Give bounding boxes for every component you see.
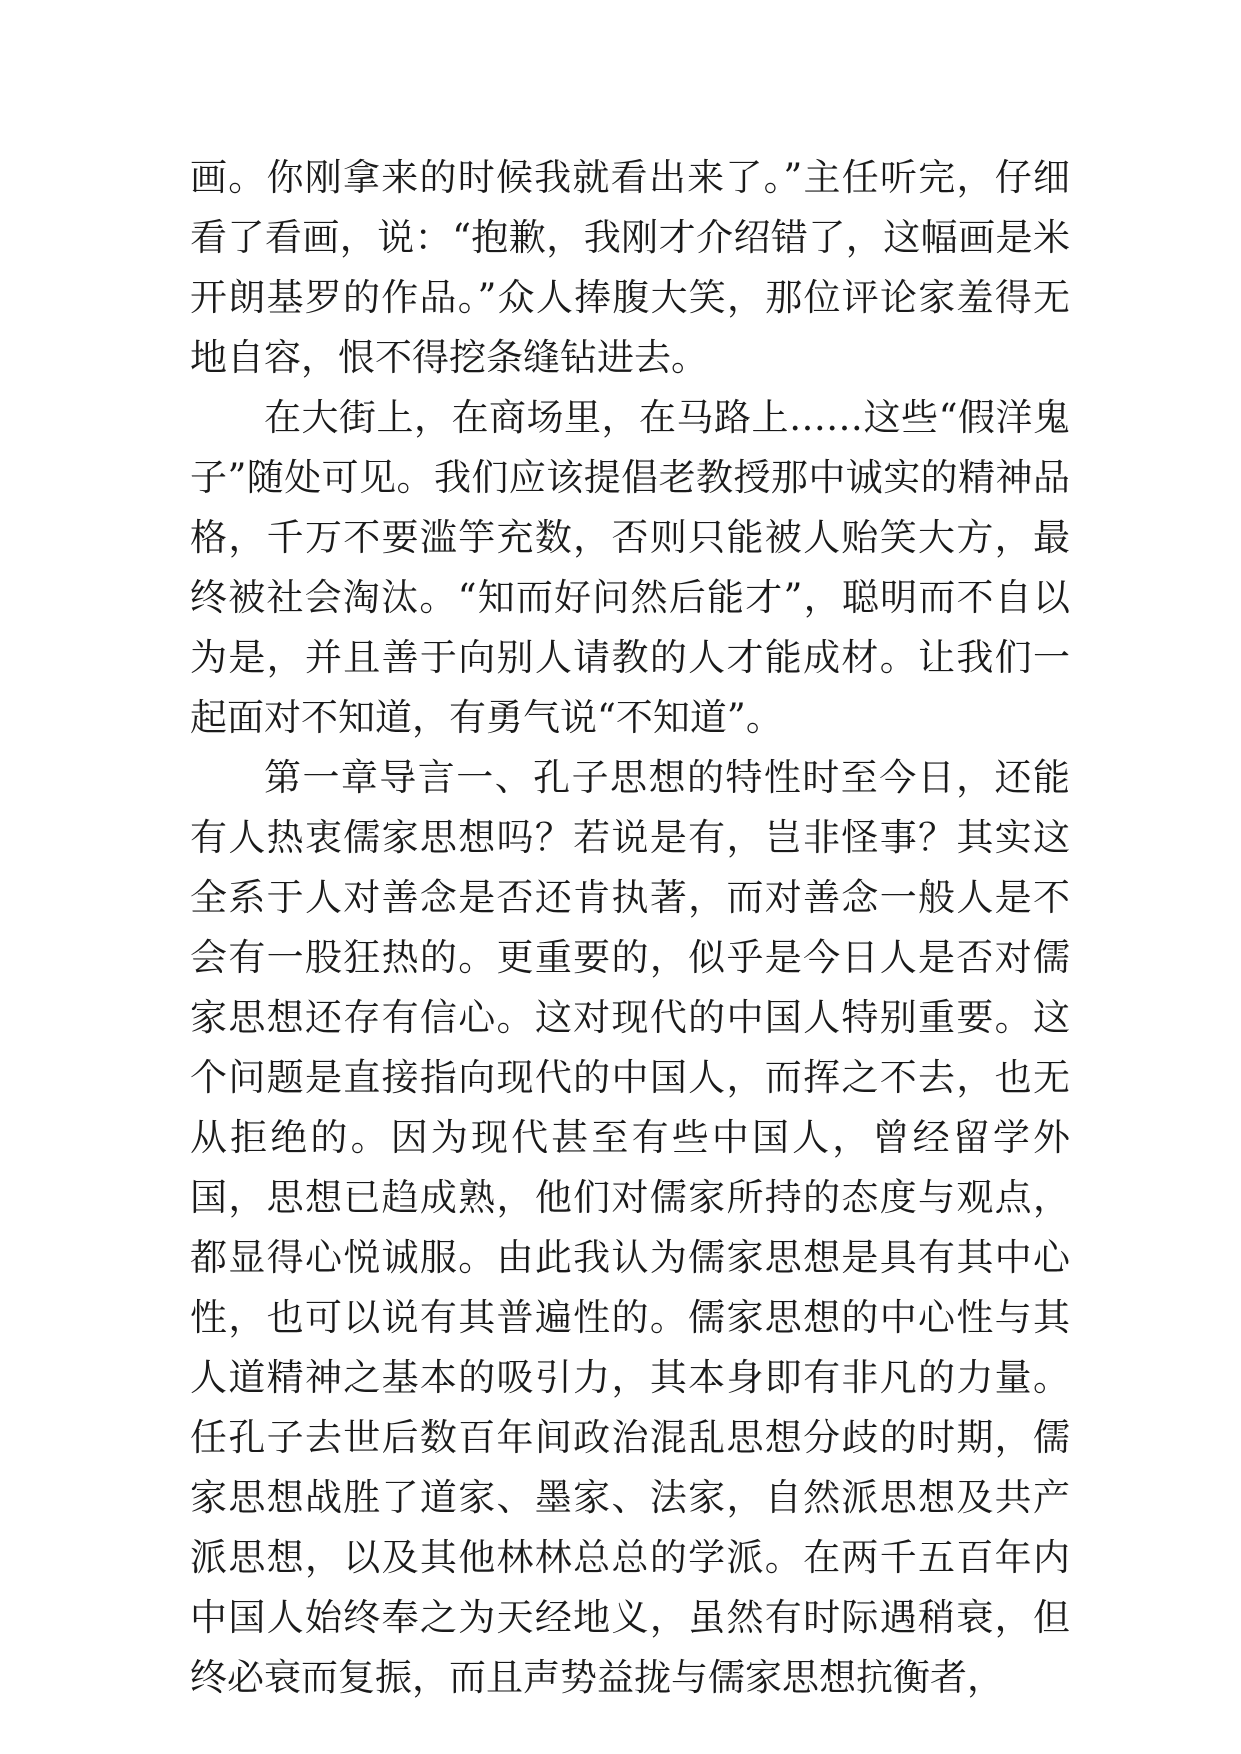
document-body [190,148,1070,1708]
paragraph-1: 画。你刚拿来的时候我就看出来了。”主任听完，仔细看了看画，说：“抱歉，我刚才介绍错了，这幅画是米开朗基罗的作品。”众人捧腹大笑，那位评论家羞得无地自容，恨不得挖条缝钻进去。 [190,156,1070,379]
paragraph-2: 在大街上，在商场里，在马路上……这些“假洋鬼子”随处可见。我们应该提倡老教授那中诚实的精神品格，千万不要滥竽充数，否则只能被人贻笑大方，最终被社会淘汰。“知而好问然后能才”，聪明而不自以为是，并且善于向别人请教的人才能成材。让我们一起面对不知道，有勇气说“不知道”。 [190,396,1070,739]
paragraph-3: 第一章导言一、孔子思想的特性时至今日，还能有人热衷儒家思想吗？若说是有，岂非怪事？其实这全系于人对善念是否还肯执著，而对善念一般人是不会有一股狂热的。更重要的，似乎是今日人是否对儒家思想还存有信心。这对现代的中国人特别重要。这个问题是直接指向现代的中国人，而挥之不去，也无从拒绝的。因为现代甚至有些中国人，曾经留学外国，思想已趋成熟，他们对儒家所持的态度与观点，都显得心悦诚服。由此我认为儒家思想是具有其中心性，也可以说有其普遍性的。儒家思想的中心性与其人道精神之基本的吸引力，其本身即有非凡的力量。任孔子去世后数百年间政治混乱思想分歧的时期，儒家思想战胜了道家、墨家、法家，自然派思想及共产派思想，以及其他林林总总的学派。在两千五百年内中国人始终奉之为天经地义，虽然有时际遇稍衰，但终必衰而复振，而且声势益拢与儒家思想抗衡者， [190,756,1070,1699]
